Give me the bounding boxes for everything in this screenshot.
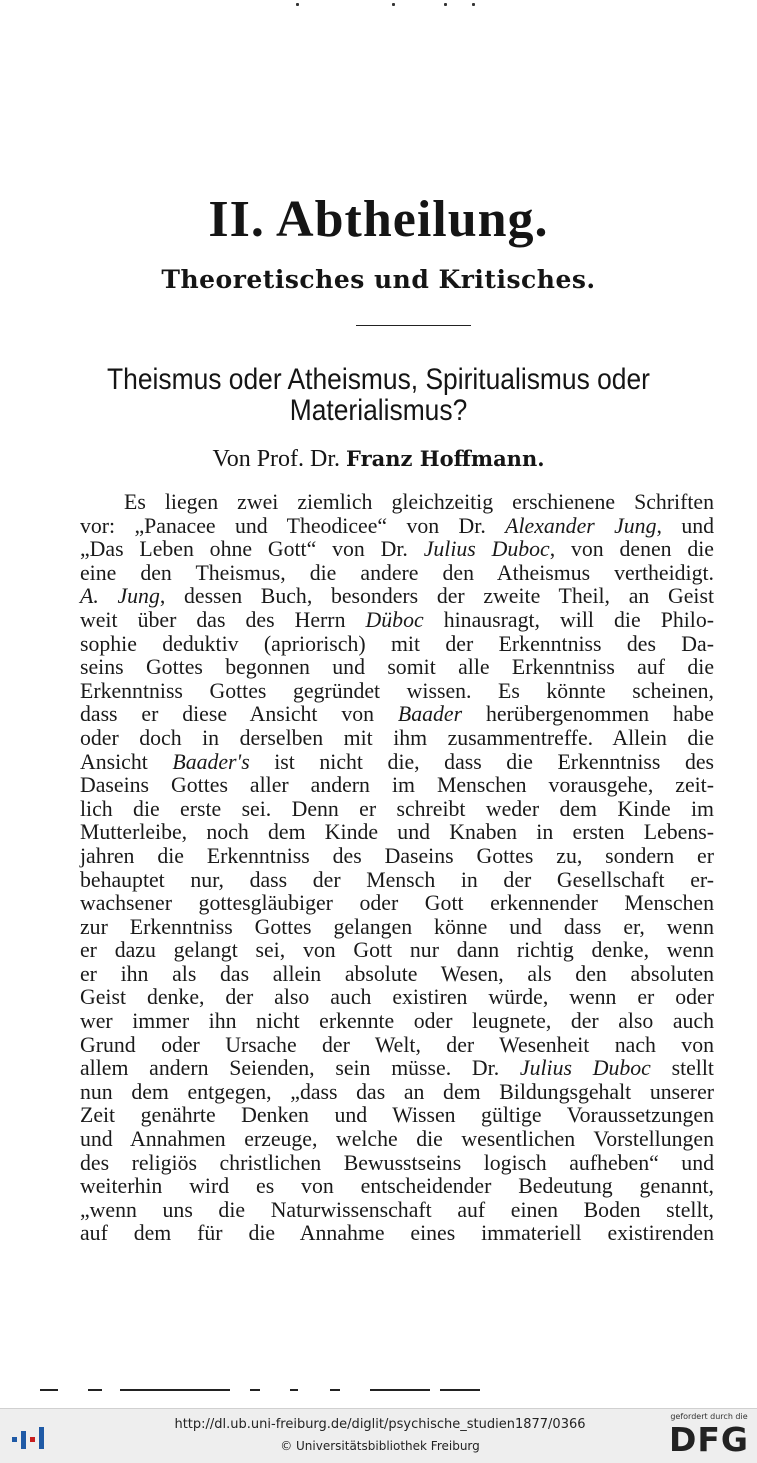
italic-name: Düboc — [365, 607, 424, 632]
source-url-link[interactable]: http://dl.ub.uni-freiburg.de/diglit/psychische_studien1877/0366 — [174, 1417, 586, 1432]
body-line — [80, 727, 714, 751]
body-line — [80, 1057, 714, 1081]
body-line — [80, 798, 714, 822]
text-run: Zeit genährte Denken und Wissen gültige Voraussetzungen — [80, 1103, 714, 1128]
text-run: vor: „Panacee und Theodicee“ von Dr. — [80, 513, 506, 538]
body-line — [80, 939, 714, 963]
text-run: Grund oder Ursache der Welt, der Wesenheit nach von — [80, 1032, 714, 1057]
text-run: Geist denke, der also auch existiren würde, wenn er oder — [80, 985, 714, 1010]
byline — [0, 442, 757, 476]
text-run: behauptet nur, dass der Mensch in der Gesellschaft er- — [80, 867, 714, 892]
body-line — [80, 1104, 714, 1128]
text-run: Ansicht — [80, 749, 173, 774]
text-run: wachsener gottesgläubiger oder Gott erkennender Menschen — [80, 891, 714, 916]
text-run: hinausragt, will die Philo- — [423, 607, 714, 632]
dfg-logo[interactable] — [665, 1412, 753, 1460]
text-run: jahren die Erkenntniss des Daseins Gottes zu, sondern er — [80, 843, 714, 868]
dfg-logo-text: DFG — [668, 1420, 750, 1459]
text-run: Daseins Gottes aller andern im Menschen vorausgehe, zeit- — [80, 773, 714, 798]
body-line — [80, 892, 714, 916]
text-run: , dessen Buch, besonders der zweite Theil, an Geist — [159, 584, 714, 609]
body-line — [80, 562, 714, 586]
italic-name: Alexander Jung — [505, 513, 657, 538]
text-run: weiterhin wird es von entscheidender Bedeutung genannt, — [80, 1174, 714, 1199]
body-line — [80, 1081, 714, 1105]
body-line — [80, 1128, 714, 1152]
italic-name: Baader — [397, 702, 463, 727]
italic-name: Baader's — [172, 749, 250, 774]
article-title-line-1: Theismus oder Atheismus, Spiritualismus oder — [107, 363, 650, 396]
text-run: auf dem für die Annahme eines immateriell existirenden — [80, 1221, 714, 1246]
body-line — [80, 986, 714, 1010]
body-line — [80, 916, 714, 940]
section-subtitle: Theoretisches und Kritisches. — [161, 265, 596, 294]
article-title-line-2: Materialismus? — [289, 394, 468, 427]
text-run: sophie deduktiv (apriorisch) mit der Erkenntniss des Da- — [80, 631, 714, 656]
text-run: , und — [656, 513, 715, 538]
section-heading: II. Abtheilung. — [208, 191, 549, 248]
body-line — [80, 633, 714, 657]
body-line — [80, 703, 714, 727]
text-run: seins Gottes begonnen und somit alle Erkenntniss auf die — [80, 655, 714, 680]
body-line — [80, 963, 714, 987]
text-run: und Annahmen erzeuge, welche die wesentlichen Vorstellungen — [80, 1127, 714, 1152]
text-run: allem andern Seienden, sein müsse. Dr. — [80, 1056, 520, 1081]
ub-freiburg-logo-icon[interactable] — [10, 1423, 50, 1453]
body-line — [80, 774, 714, 798]
byline-author: Franz Hoffmann. — [346, 446, 545, 471]
body-line — [80, 538, 714, 562]
divider-rule — [356, 325, 471, 326]
scan-marks-bottom — [40, 1386, 480, 1394]
text-run: Erkenntniss Gottes gegründet wissen. Es könnte scheinen, — [80, 678, 714, 703]
text-run: Mutterleibe, noch dem Kinde und Knaben in ersten Lebens- — [80, 820, 714, 845]
body-line — [80, 515, 714, 539]
body-text — [80, 491, 714, 1246]
body-line — [80, 1199, 714, 1223]
body-line — [80, 656, 714, 680]
text-run: „wenn uns die Naturwissenschaft auf einen Boden stellt, — [80, 1197, 714, 1222]
text-run: wer immer ihn nicht erkennte oder leugnete, der also auch — [80, 1009, 714, 1034]
body-line — [80, 1175, 714, 1199]
body-line — [80, 585, 714, 609]
text-run: eine den Theismus, die andere den Atheismus vertheidigt. — [80, 560, 714, 585]
dfg-funding-note: gefordert durch die — [670, 1412, 748, 1421]
text-run: nun dem entgegen, „dass das an dem Bildungsgehalt unserer — [80, 1079, 714, 1104]
byline-prefix: Von Prof. Dr. — [212, 446, 341, 472]
body-line — [80, 821, 714, 845]
body-line — [80, 609, 714, 633]
text-run: lich die erste sei. Denn er schreibt weder dem Kinde im — [80, 796, 714, 821]
body-line — [80, 1034, 714, 1058]
text-run: „Das Leben ohne Gott“ von Dr. — [80, 537, 424, 562]
body-line — [80, 1222, 714, 1246]
italic-name: Julius Duboc — [423, 537, 550, 562]
italic-name: Julius Duboc — [519, 1056, 651, 1081]
body-line — [80, 680, 714, 704]
body-line — [80, 845, 714, 869]
copyright-text: © Universitätsbibliothek Freiburg — [280, 1439, 480, 1453]
text-run: weit über das des Herrn — [80, 607, 366, 632]
body-line — [80, 869, 714, 893]
scan-specks — [290, 0, 490, 12]
text-run: herübergenommen habe — [462, 702, 714, 727]
text-run: zur Erkenntniss Gottes gelangen könne und dass er, wenn — [80, 914, 714, 939]
viewer-footer — [0, 1408, 757, 1463]
text-run: er ihn als das allein absolute Wesen, als den absoluten — [80, 961, 714, 986]
text-run: des religiös christlichen Bewusstseins logisch aufheben“ und — [80, 1150, 714, 1175]
text-run: , von denen die — [549, 537, 714, 562]
body-line — [80, 1010, 714, 1034]
body-line — [80, 1152, 714, 1176]
text-run: er dazu gelangt sei, von Gott nur dann richtig denke, wenn — [80, 938, 714, 963]
text-run: stellt — [650, 1056, 714, 1081]
body-line — [80, 751, 714, 775]
text-run: oder doch in derselben mit ihm zusammentreffe. Allein die — [80, 725, 714, 750]
text-run: ist nicht die, dass die Erkenntniss des — [249, 749, 714, 774]
article-title — [98, 364, 659, 426]
text-run: dass er diese Ansicht von — [80, 702, 398, 727]
italic-name: A. Jung — [80, 584, 160, 609]
text-run: Es liegen zwei ziemlich gleichzeitig erschienene Schriften — [124, 490, 714, 514]
body-line — [80, 491, 714, 515]
